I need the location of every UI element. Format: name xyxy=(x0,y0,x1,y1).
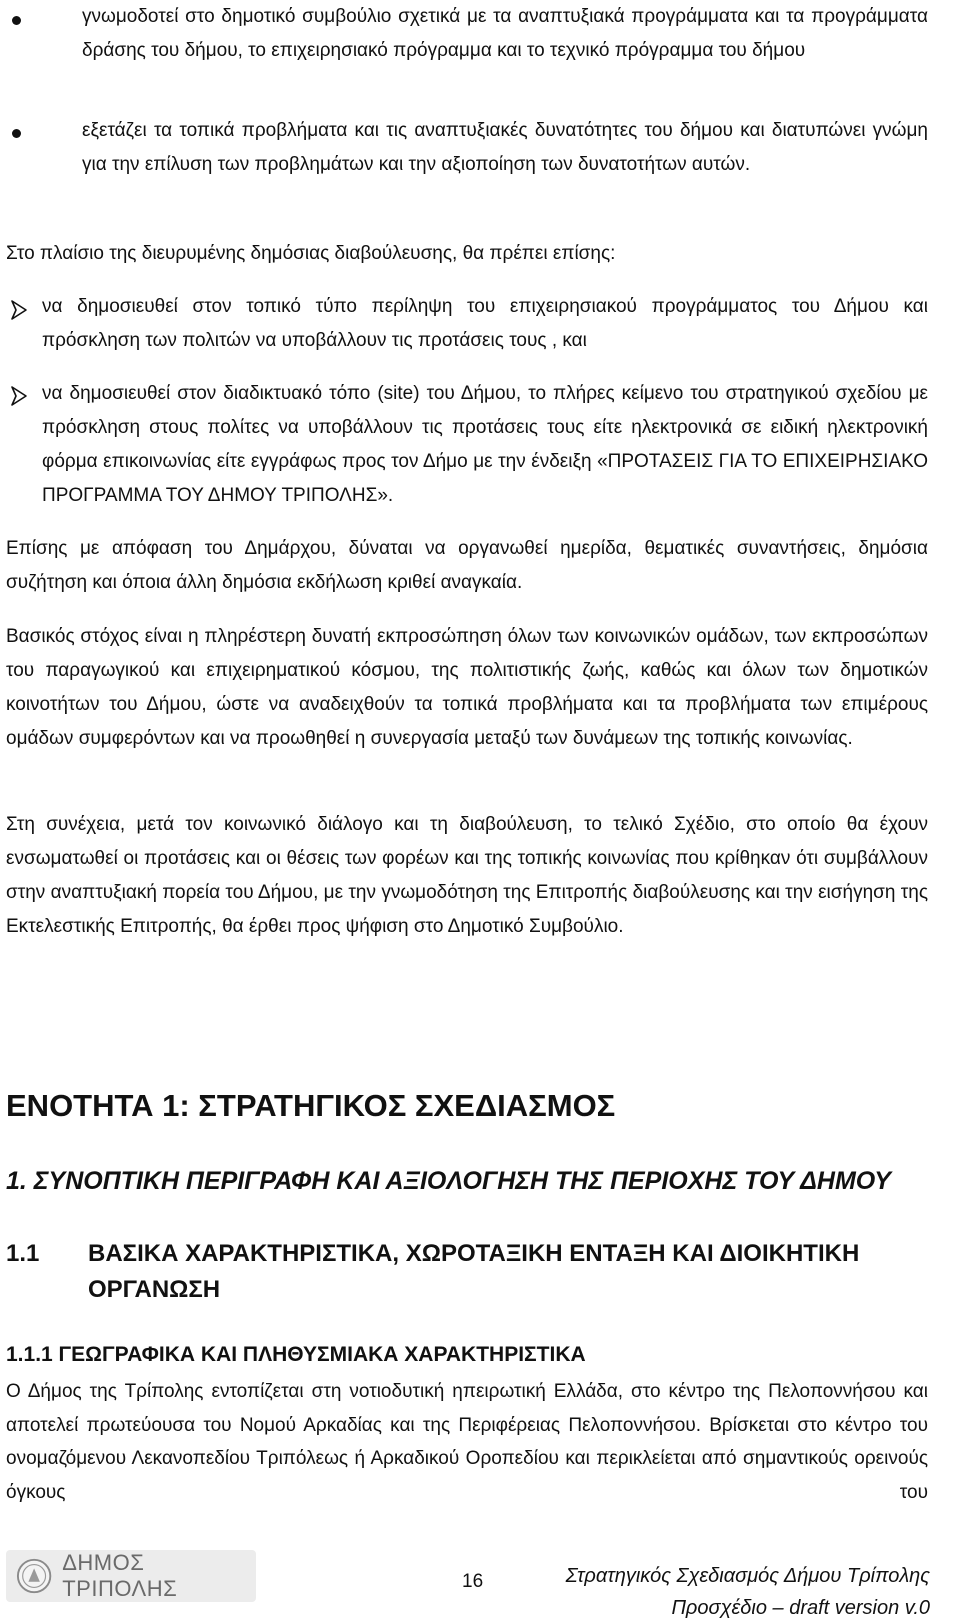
arrow-item: να δημοσιευθεί στον τοπικό τύπο περίληψη του επιχειρησιακού προγράμματος του Δήμου και πρόσκληση των πολιτών να υποβάλλουν τις προτάσεις τους , και xyxy=(42,296,928,351)
intro-paragraph: Στο πλαίσιο της διευρυμένης δημόσιας διαβούλευσης, θα πρέπει επίσης: xyxy=(6,243,616,264)
bullet-dot xyxy=(12,12,72,30)
arrow-bullet-icon xyxy=(4,298,34,322)
bullet-item: γνωμοδοτεί στο δημοτικό συμβούλιο σχετικά με τα αναπτυξιακά προγράμματα και τα προγράμματα δράσης του δήμου, το επιχειρησιακό πρόγραμμα και το τεχνικό πρόγραμμα του δήμου xyxy=(82,6,928,61)
bullet-item: εξετάζει τα τοπικά προβλήματα και τις αναπτυξιακές δυνατότητες του δήμου και διατυπώνει γνώμη για την επίλυση των προβλημάτων και την αξιοποίηση των δυνατοτήτων αυτών. xyxy=(82,120,928,175)
geo-paragraph: Ο Δήμος της Τρίπολης εντοπίζεται στη νοτιοδυτική ηπειρωτική Ελλάδα, στο κέντρο της Πελοποννήσου και αποτελεί πρωτεύουσα του Νομού Αρκαδίας και της Περιφέρειας Πελοποννήσου. Βρίσκεται στο κέντρο του ονομαζόμενου Λεκανοπεδίου Τριπόλεως ή Αρκαδικού Οροπεδίου και περικλείεται από σημαντικούς ορεινούς όγκους του xyxy=(6,1381,928,1503)
footer-doc-title: Στρατηγικός Σχεδιασμός Δήμου Τρίπολης xyxy=(565,1565,930,1587)
municipality-emblem-icon xyxy=(16,1557,52,1595)
subsection-number: 1.1 xyxy=(6,1240,40,1267)
footer-doc-info xyxy=(566,1560,930,1624)
municipality-logo xyxy=(6,1550,256,1602)
body-paragraph: Βασικός στόχος είναι η πληρέστερη δυνατή εκπροσώπηση όλων των κοινωνικών ομάδων, των εκπροσώπων του παραγωγικού και επιχειρηματικού κόσμου, της πολιτιστικής ζωής, καθώς και όλων των δημοτικών κοινοτήτων του Δήμου, ώστε να αναδειχθούν τα τοπικά προβλήματα και τα προβλήματα των επιμέρους ομάδων συμφερόντων και να προωθηθεί η συνεργασία μεταξύ των δυνάμεων της τοπικής κοινωνίας. xyxy=(6,626,928,749)
footer-doc-version: Προσχέδιο – draft version v.0 xyxy=(671,1597,930,1619)
chapter-heading: 1. ΣΥΝΟΠΤΙΚΗ ΠΕΡΙΓΡΑΦΗ ΚΑΙ ΑΞΙΟΛΟΓΗΣΗ ΤΗΣ ΠΕΡΙΟΧΗΣ ΤΟΥ ΔΗΜΟΥ xyxy=(6,1167,891,1195)
page-number: 16 xyxy=(462,1571,484,1592)
subsection-title-line1: ΒΑΣΙΚΑ ΧΑΡΑΚΤΗΡΙΣΤΙΚΑ, ΧΩΡΟΤΑΞΙΚΗ ΕΝΤΑΞΗ ΚΑΙ ΔΙΟΙΚΗΤΙΚΗ xyxy=(88,1240,860,1267)
logo-text: ΔΗΜΟΣ ΤΡΙΠΟΛΗΣ xyxy=(62,1550,178,1601)
subsection-heading xyxy=(6,1236,886,1308)
arrow-bullet-icon xyxy=(4,384,34,408)
body-paragraph: Στη συνέχεια, μετά τον κοινωνικό διάλογο και τη διαβούλευση, το τελικό Σχέδιο, στο οποίο θα έχουν ενσωματωθεί οι προτάσεις και οι θέσεις των φορέων και της τοπικής κοινωνίας που κρίθηκαν ότι συμβάλλουν στην αναπτυξιακή πορεία του Δήμου, με την γνωμοδότηση της Επιτροπής διαβούλευσης και την εισήγηση της Εκτελεστικής Επιτροπής, θα έρθει προς ψήφιση στο Δημοτικό Συμβούλιο. xyxy=(6,814,928,937)
section-heading: ΕΝΟΤΗΤΑ 1: ΣΤΡΑΤΗΓΙΚΟΣ ΣΧΕΔΙΑΣΜΟΣ xyxy=(6,1088,616,1123)
body-paragraph: Επίσης με απόφαση του Δημάρχου, δύναται να οργανωθεί ημερίδα, θεματικές συναντήσεις, δημόσια συζήτηση και όποια άλλη δημόσια εκδήλωση κριθεί αναγκαία. xyxy=(6,538,928,593)
arrow-item: να δημοσιευθεί στον διαδικτυακό τόπο (site) του Δήμου, το πλήρες κείμενο του στρατηγικού σχεδίου με πρόσκληση στους πολίτες να υποβάλλουν τις προτάσεις τους είτε ηλεκτρονικά σε ειδική ηλεκτρονική φόρμα επικοινωνίας είτε εγγράφως προς τον Δήμο με την ένδειξη «ΠΡΟΤΑΣΕΙΣ ΓΙΑ ΤΟ ΕΠΙΧΕΙΡΗΣΙΑΚΟ ΠΡΟΓΡΑΜΜΑ ΤΟΥ ΔΗΜΟΥ ΤΡΙΠΟΛΗΣ». xyxy=(42,383,928,506)
subsubsection-heading: 1.1.1 ΓΕΩΓΡΑΦΙΚΑ ΚΑΙ ΠΛΗΘΥΣΜΙΑΚΑ ΧΑΡΑΚΤΗΡΙΣΤΙΚΑ xyxy=(6,1343,586,1366)
bullet-dot xyxy=(12,125,72,143)
subsection-title-line2: ΟΡΓΑΝΩΣΗ xyxy=(88,1276,221,1303)
